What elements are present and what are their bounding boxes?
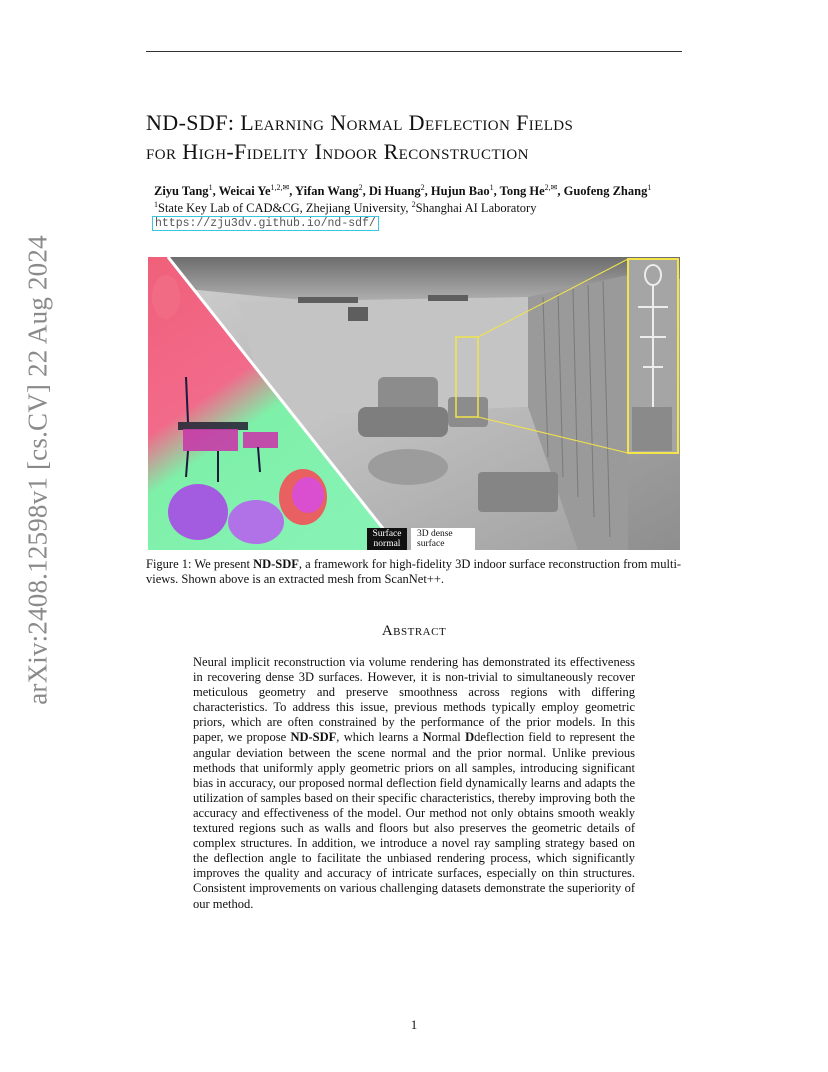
author-sup: 1,2,✉ xyxy=(270,183,290,192)
affiliation-sup-2: 2 xyxy=(411,200,416,209)
page-number: 1 xyxy=(410,1017,418,1032)
title-line-1: ND-SDF: Learning Normal Deflection Fields xyxy=(146,110,574,135)
title-line-2: for High-Fidelity Indoor Reconstruction xyxy=(146,139,529,164)
teaser-figure-image xyxy=(148,257,680,550)
header-rule xyxy=(146,51,682,52)
abstract-bold: D xyxy=(465,730,475,745)
paper-title xyxy=(146,108,706,166)
project-url-link[interactable]: https://zju3dv.github.io/nd-sdf/ xyxy=(152,216,379,231)
surface-normal-label xyxy=(367,528,407,550)
abstract-body xyxy=(193,655,635,912)
abstract-text: deflection field to represent the angular deviation between the scene normal and the prior normal. Unlike previous methods that uniformly apply geometric priors on all samples, introducing significant bias in accuracy, our proposed normal deflection field dynamically learns and adapts the utilization of samples based on their specific characteristics, thereby improving both the accuracy and effectiveness of the model. Our method not only obtains smooth weakly textured regions such as walls and floors but also preserves the geometric details of complex structures. In addition, we introduce a novel ray sampling strategy based on the deflection angle to facilitate the unbiased rendering process, which significantly improves the quality and accuracy of intricate surfaces, especially on thin structures. Consistent improvements on various challenging datasets demonstrate the superiority of our method. xyxy=(193,730,635,911)
author-sup: 1 xyxy=(208,183,213,192)
caption-prefix: Figure 1: We present xyxy=(146,557,254,571)
author-name: Guofeng Zhang xyxy=(563,184,648,199)
author-name: Hujun Bao xyxy=(430,184,490,199)
dense-surface-label-line1: 3D dense xyxy=(417,529,453,539)
caption-rest: , a framework for high-fidelity 3D indoor surface reconstruction from multi-views. Shown above is an extracted mesh from ScanNet++. xyxy=(146,557,682,586)
dense-surface-label xyxy=(411,528,475,550)
author-name: Weicai Ye xyxy=(218,184,271,199)
surface-normal-label-line1: Surface xyxy=(372,529,402,539)
author-name: Tong He xyxy=(499,184,545,199)
affiliation-2: Shanghai AI Laboratory xyxy=(415,201,537,216)
author-sup: 1 xyxy=(489,183,494,192)
affiliation-1: State Key Lab of CAD&CG, Zhejiang University, xyxy=(158,201,412,216)
author-name: Yifan Wang xyxy=(295,184,359,199)
abstract-heading: Abstract xyxy=(381,623,447,639)
abstract-text: Neural implicit reconstruction via volume rendering has demonstrated its effectiveness in recovering dense 3D surfaces. However, it is non-trivial to simultaneously recover meticulous geometry and preserve smoothness across regions with differing characteristics. To address this issue, previous methods typically employ geometric priors, which are often constrained by the performance of the prior models. In this paper, we propose xyxy=(193,655,635,745)
surface-normal-label-line2: normal xyxy=(373,539,401,549)
author-name: Di Huang xyxy=(368,184,421,199)
abstract-bold: ND-SDF xyxy=(290,730,337,745)
author-name: Ziyu Tang xyxy=(154,184,209,199)
author-list: Ziyu Tang$^1$, Weicai $Ye^{1,2,✉}$, Yifan Wang$^2$, Di Huang$^2$, Hujun Bao$^1$, Tong $He^{2,✉}$, Guofeng Zhang$^1$ xyxy=(154,183,652,199)
affiliation-sup-1: 1 xyxy=(154,200,158,209)
affiliations xyxy=(154,200,536,216)
author-sup: 1 xyxy=(647,183,652,192)
figure-caption xyxy=(146,557,691,587)
arxiv-stamp-text: arXiv:2408.12598v1 [cs.CV] 22 Aug 2024 xyxy=(22,235,53,705)
abstract-bold: N xyxy=(422,730,432,745)
author-sup: 2,✉ xyxy=(544,183,558,192)
abstract-text: , which learns a xyxy=(336,730,423,745)
dense-surface-label-line2: surface xyxy=(417,539,445,549)
author-sup: 2 xyxy=(358,183,363,192)
caption-bold: ND-SDF xyxy=(253,557,299,571)
teaser-figure xyxy=(148,257,680,550)
author-sup: 2 xyxy=(420,183,425,192)
abstract-text: ormal xyxy=(431,730,466,745)
